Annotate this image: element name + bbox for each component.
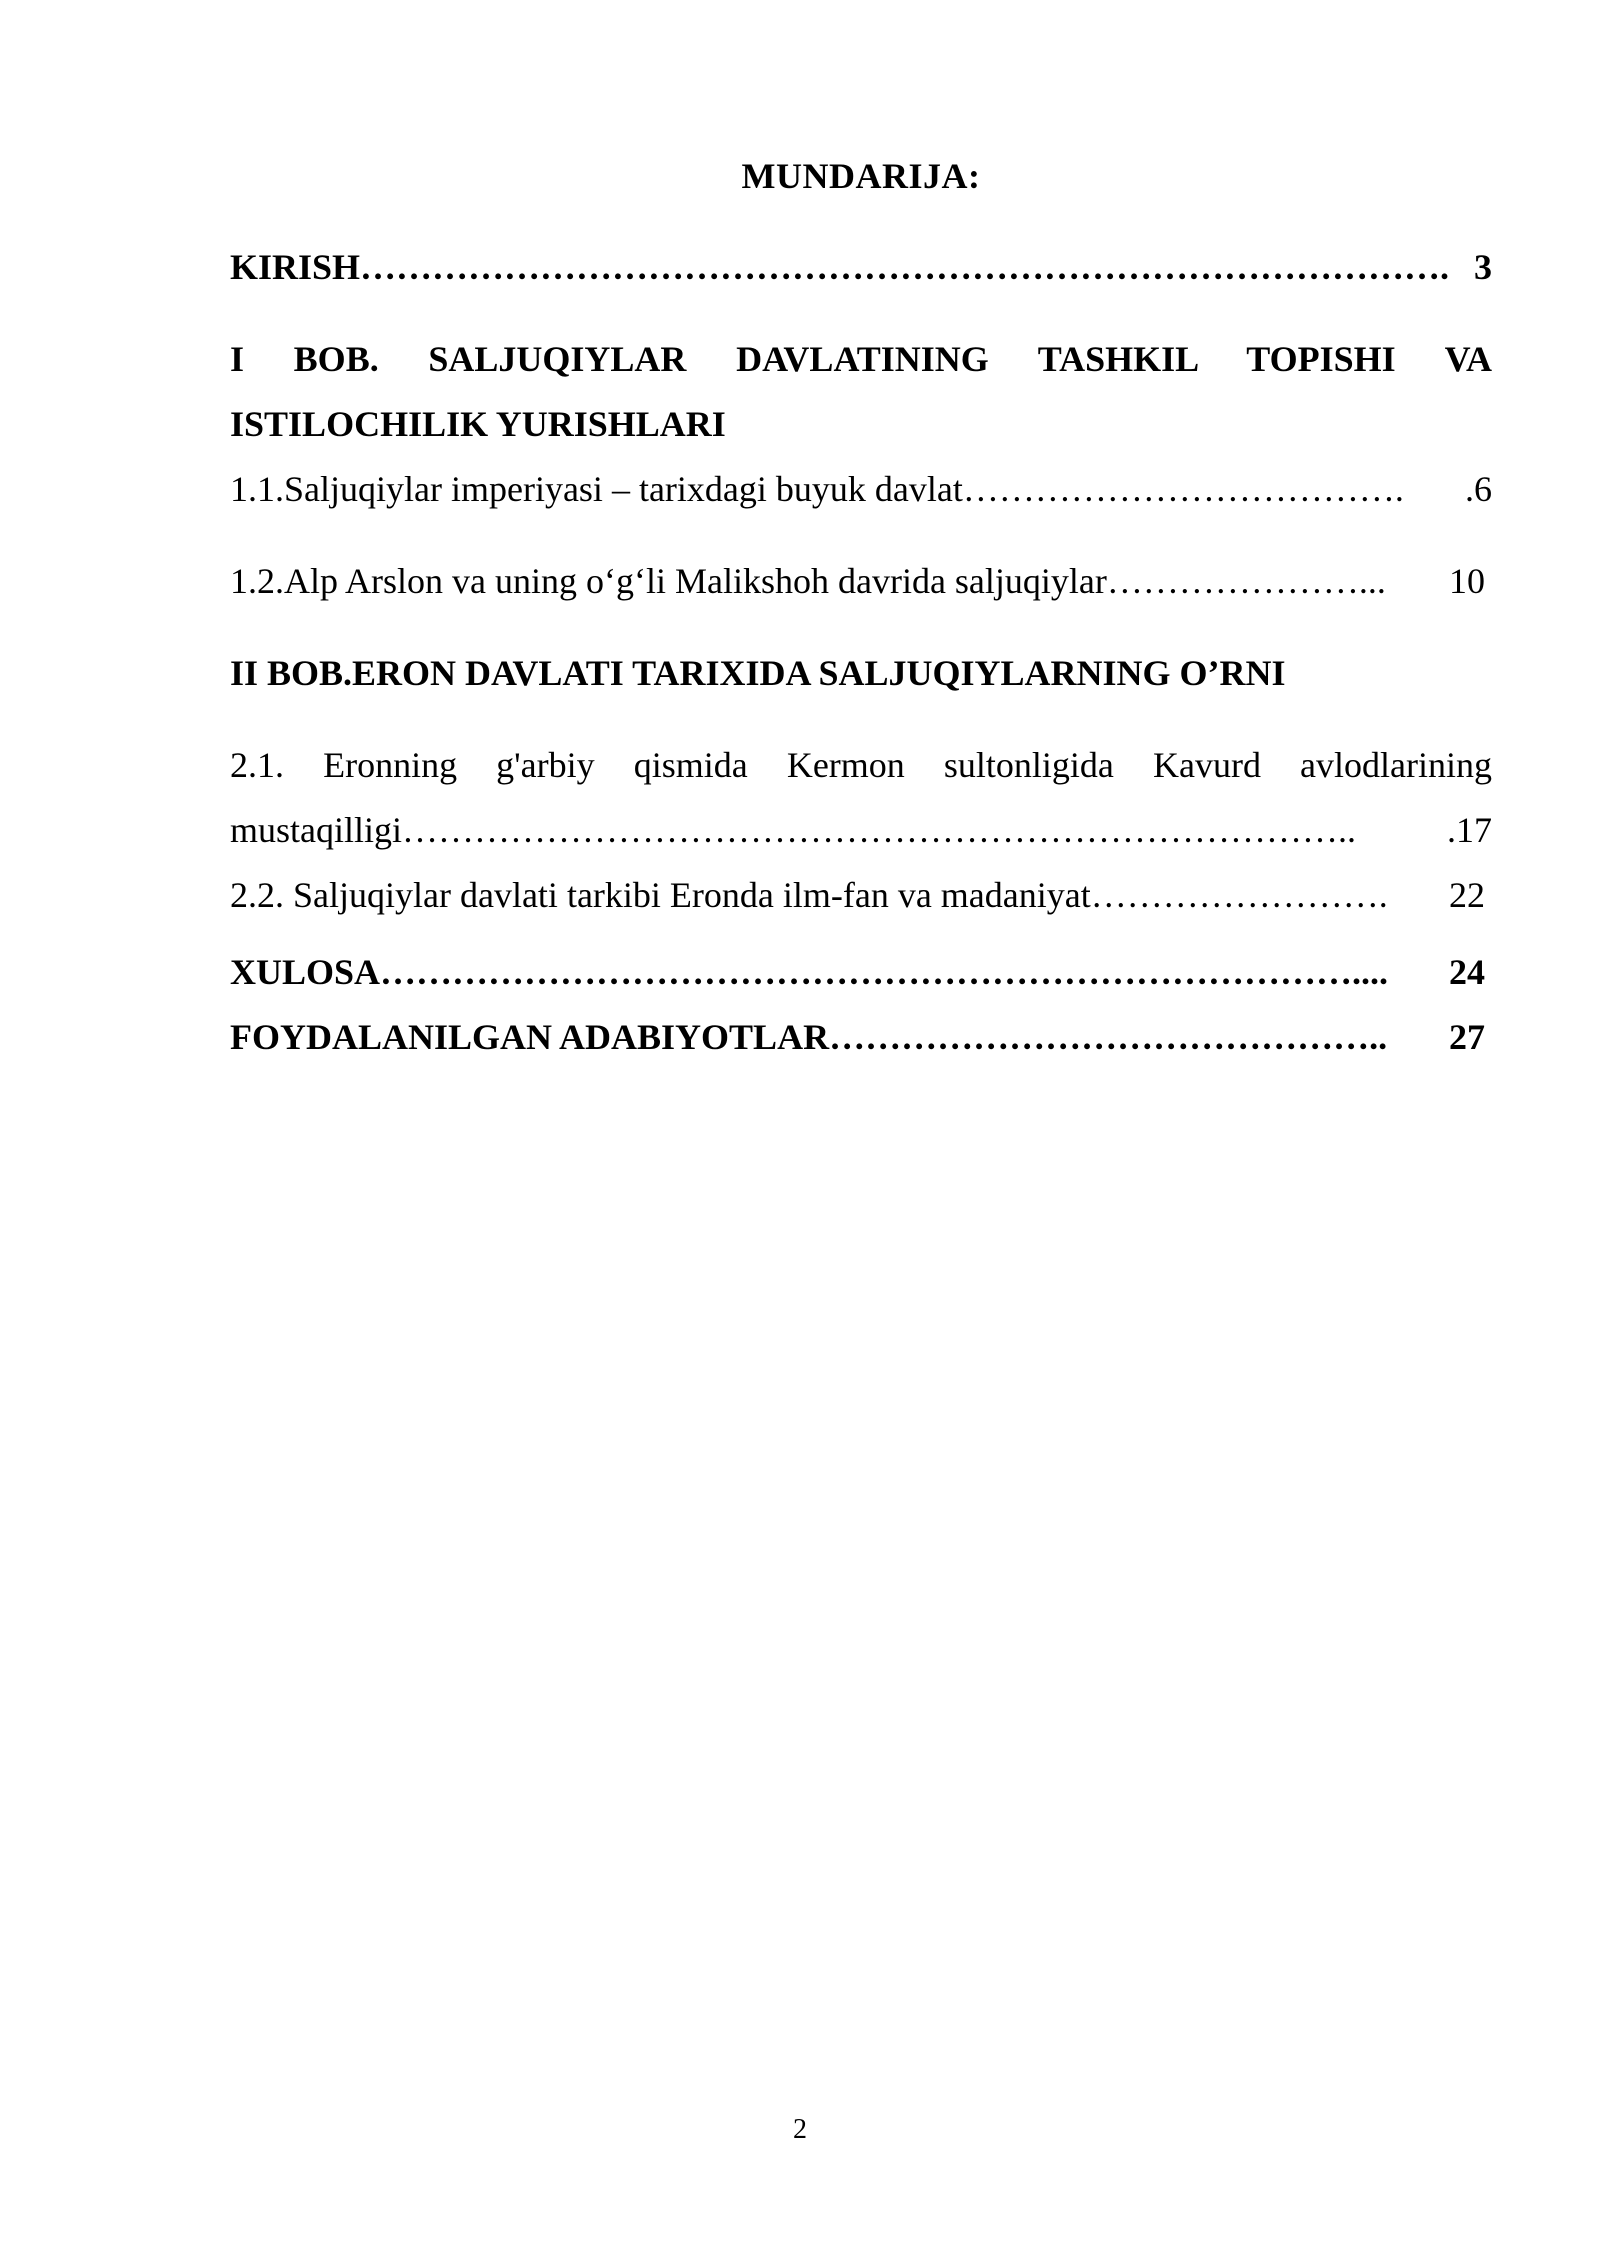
toc-chapter-2-heading: II BOB.ERON DAVLATI TARIXIDA SALJUQIYLARNING O’RNI xyxy=(230,653,1286,693)
toc-entry-leader: ………………………………………………………………………………. xyxy=(360,247,1450,287)
toc-entry-leader: ……………………. xyxy=(1090,875,1388,915)
toc-entry-label: 1.2.Alp Arslon va uning o‘g‘li Malikshoh davrida saljuqiylar xyxy=(230,561,1107,601)
toc-entry-2-2 xyxy=(230,863,1485,928)
toc-entry-label: mustaqilligi xyxy=(230,810,403,850)
toc-entry-page: 24 xyxy=(1449,952,1485,992)
toc-entry-2-1-line2 xyxy=(230,798,1492,863)
toc-entry-page: .17 xyxy=(1447,810,1492,850)
toc-entry-leader: …………………………………………………………………….. xyxy=(402,810,1357,850)
toc-entry-page: .6 xyxy=(1465,469,1492,509)
toc-entry-leader: ………………………………. xyxy=(962,469,1404,509)
toc-entry-page: 3 xyxy=(1474,247,1492,287)
toc-title: MUNDARIJA: xyxy=(741,156,981,196)
toc-entry-xulosa xyxy=(230,940,1485,1005)
toc-entry-page: 22 xyxy=(1449,875,1485,915)
toc-entry-1-1 xyxy=(230,457,1492,522)
toc-entry-references xyxy=(230,1005,1485,1070)
toc-entry-label: XULOSA xyxy=(230,952,381,992)
toc-entry-2-1-line1: 2.1. Eronning g'arbiy qismida Kermon sultonligida Kavurd avlodlarining xyxy=(230,745,1492,785)
toc-entry-leader: ……………………………………………………………………….... xyxy=(380,952,1389,992)
toc-chapter-1-heading-line1: I BOB. SALJUQIYLAR DAVLATINING TASHKIL TOPISHI VA xyxy=(230,339,1492,379)
toc-entry-page: 27 xyxy=(1449,1017,1485,1057)
toc-entry-label: 2.2. Saljuqiylar davlati tarkibi Eronda ilm-fan va madaniyat xyxy=(230,875,1091,915)
toc-entry-page: 10 xyxy=(1449,561,1485,601)
toc-entry-1-2 xyxy=(230,549,1485,614)
toc-entry-label: KIRISH xyxy=(230,247,361,287)
toc-entry-leader: ……………………………………….. xyxy=(829,1017,1388,1057)
toc-entry-kirish xyxy=(230,235,1492,300)
toc-chapter-1-heading-line2: ISTILOCHILIK YURISHLARI xyxy=(230,404,726,444)
toc-entry-leader: …………………... xyxy=(1106,561,1386,601)
toc-entry-label: 1.1.Saljuqiylar imperiyasi – tarixdagi buyuk davlat xyxy=(230,469,963,509)
page-number: 2 xyxy=(793,2114,807,2145)
toc-entry-label: FOYDALANILGAN ADABIYOTLAR xyxy=(230,1017,830,1057)
